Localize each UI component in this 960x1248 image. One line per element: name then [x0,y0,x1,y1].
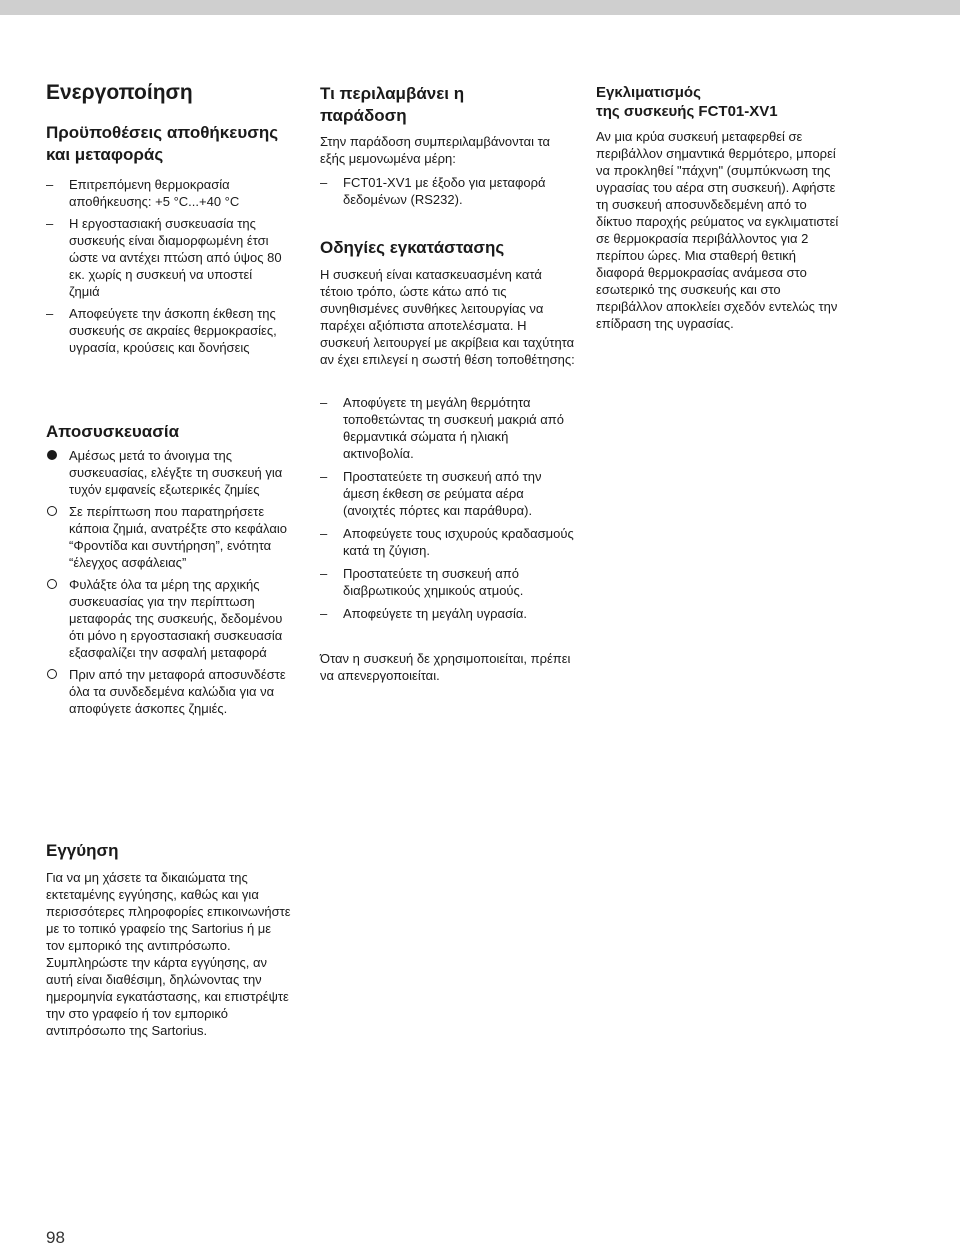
installation-outro: Όταν η συσκευή δε χρησιμοποιείται, πρέπει να απενεργοποιείται. [320,651,571,683]
dash-marker: – [46,306,54,321]
heading-delivery-contents [320,83,464,127]
heading-line: Τι περιλαμβάνει η [320,84,465,103]
list-item [46,176,286,210]
installation-list [320,394,575,622]
dash-marker: – [46,216,54,231]
list-item-text: FCT01-XV1 με έξοδο για μεταφορά δεδομένων (RS232). [343,175,546,207]
list-item-text: Αμέσως μετά το άνοιγμα της συσκευασίας, ελέγξτε τη συσκευή για τυχόν εμφανείς εξωτερικές ζημίες [69,448,283,497]
filled-bullet-icon [47,450,57,460]
list-item [46,447,296,498]
dash-marker: – [320,395,328,410]
list-item-text: Επιτρεπόμενη θερμοκρασία αποθήκευσης: +5 °C...+40 °C [69,177,240,209]
delivery-intro: Στην παράδοση συμπεριλαμβάνονται τα εξής μεμονωμένα μέρη: [320,134,551,166]
list-item-text: Φυλάξτε όλα τα μέρη της αρχικής συσκευασίας για την περίπτωση μεταφοράς της συσκευής, δεδομένου ότι μόνο η εργοστασιακή συσκευασία εξασφαλίζει την ασφαλή μεταφορά [69,577,283,660]
heading-line: παράδοση [320,106,407,125]
delivery-list [320,174,580,208]
top-gray-bar [0,0,960,15]
list-item-text: Αποφεύγετε την άσκοπη έκθεση της συσκευής σε ακραίες θερμοκρασίες, υγρασία, κρούσεις και δονήσεις [69,306,277,355]
dash-marker: – [320,606,328,621]
list-item-text: Σε περίπτωση που παρατηρήσετε κάποια ζημιά, ανατρέξτε στο κεφάλαιο “Φροντίδα και συντήρηση”, ενότητα “έλεγχος ασφάλειας” [69,504,287,570]
heading-unpacking: Αποσυσκευασία [46,422,180,441]
heading-storage-conditions [46,122,278,166]
list-item-text: Η εργοστασιακή συσκευασία της συσκευής είναι διαμορφωμένη έτσι ώστε να αντέχει πτώση από ύψος 80 εκ. χωρίς η συσκευή να υποστεί ζημιά [69,216,282,299]
heading-acclimatization [596,83,778,121]
hollow-bullet-icon [47,506,57,516]
list-item [320,468,575,519]
list-item-text: Προστατεύετε τη συσκευή από διαβρωτικούς χημικούς ατμούς. [343,566,524,598]
dash-marker: – [46,177,54,192]
list-item [320,605,575,622]
list-item [320,525,575,559]
list-item [46,576,296,661]
heading-warranty: Εγγύηση [46,841,119,860]
dash-marker: – [320,469,328,484]
list-item-text: Πριν από την μεταφορά αποσυνδέστε όλα τα συνδεδεμένα καλώδια για να αποφύγετε άσκοπες ζημιές. [69,667,286,716]
list-item-text: Προστατεύετε τη συσκευή από την άμεση έκθεση σε ρεύματα αέρα (ανοιχτές πόρτες και παράθυρα). [343,469,542,518]
hollow-bullet-icon [47,669,57,679]
heading-line: Εγκλιματισμός [596,84,701,101]
page-number: 98 [46,1228,65,1247]
unpacking-list [46,447,296,717]
list-item [46,215,286,300]
heading-line: και μεταφοράς [46,145,164,164]
dash-marker: – [320,526,328,541]
acclimatization-text: Αν μια κρύα συσκευή μεταφερθεί σε περιβάλλον σημαντικά θερμότερο, μπορεί να προκληθεί "πάχνη" (συμπύκνωση της υγρασίας του αέρα στη συσκευή). Αφήστε τη συσκευή αποσυνδεδεμένη από το δίκτυο παροχής ρεύματος να εγκλιματιστεί σε θερμοκρασία περιβάλλοντος για 2 περίπου ώρες. Μια σταθερή θετική διαφορά θερμοκρασίας ανάμεσα στο εσωτερικό της συσκευής και στο περιβάλλον αποκλείει σχεδόν εντελώς την επίδραση της υγρασίας. [596,129,839,331]
list-item-text: Αποφεύγετε τους ισχυρούς κραδασμούς κατά τη ζύγιση. [343,526,574,558]
storage-list [46,176,286,356]
section-title-activation: Ενεργοποίηση [46,81,193,104]
hollow-bullet-icon [47,579,57,589]
list-item [46,503,296,571]
dash-marker: – [320,566,328,581]
list-item [46,305,286,356]
list-item [320,394,575,462]
heading-line: Προϋποθέσεις αποθήκευσης [46,123,279,142]
list-item-text: Αποφύγετε τη μεγάλη θερμότητα τοποθετώντας τη συσκευή μακριά από θερμαντικά σώματα ή ηλιακή ακτινοβολία. [343,395,564,461]
dash-marker: – [320,175,328,190]
list-item [320,174,580,208]
heading-line: της συσκευής FCT01-XV1 [596,103,778,120]
list-item-text: Αποφεύγετε τη μεγάλη υγρασία. [343,606,528,621]
heading-installation: Οδηγίες εγκατάστασης [320,238,505,257]
installation-intro: Η συσκευή είναι κατασκευασμένη κατά τέτοιο τρόπο, ώστε κάτω από τις συνηθισμένες συνθήκες λειτουργίας να παρέχει αξιόπιστα αποτελέσματα. Η συσκευή λειτουργεί με ακρίβεια και ταχύτητα αν έχει επιλεγεί η σωστή θέση τοποθέτησης: [320,267,575,367]
list-item [320,565,575,599]
warranty-text: Για να μη χάσετε τα δικαιώματα της εκτεταμένης εγγύησης, καθώς και για περισσότερες πληροφορίες επικοινωνήστε με το τοπικό γραφείο της Sartorius ή με τον εμπορικό της αντιπρόσωπο. Συμπληρώστε την κάρτα εγγύησης, αν αυτή είναι διαθέσιμη, δηλώνοντας την ημερομηνία εγκατάστασης, και επιστρέψτε την στο γραφείο ή τον εμπορικό αντιπρόσωπο της Sartorius. [46,870,291,1038]
list-item [46,666,296,717]
